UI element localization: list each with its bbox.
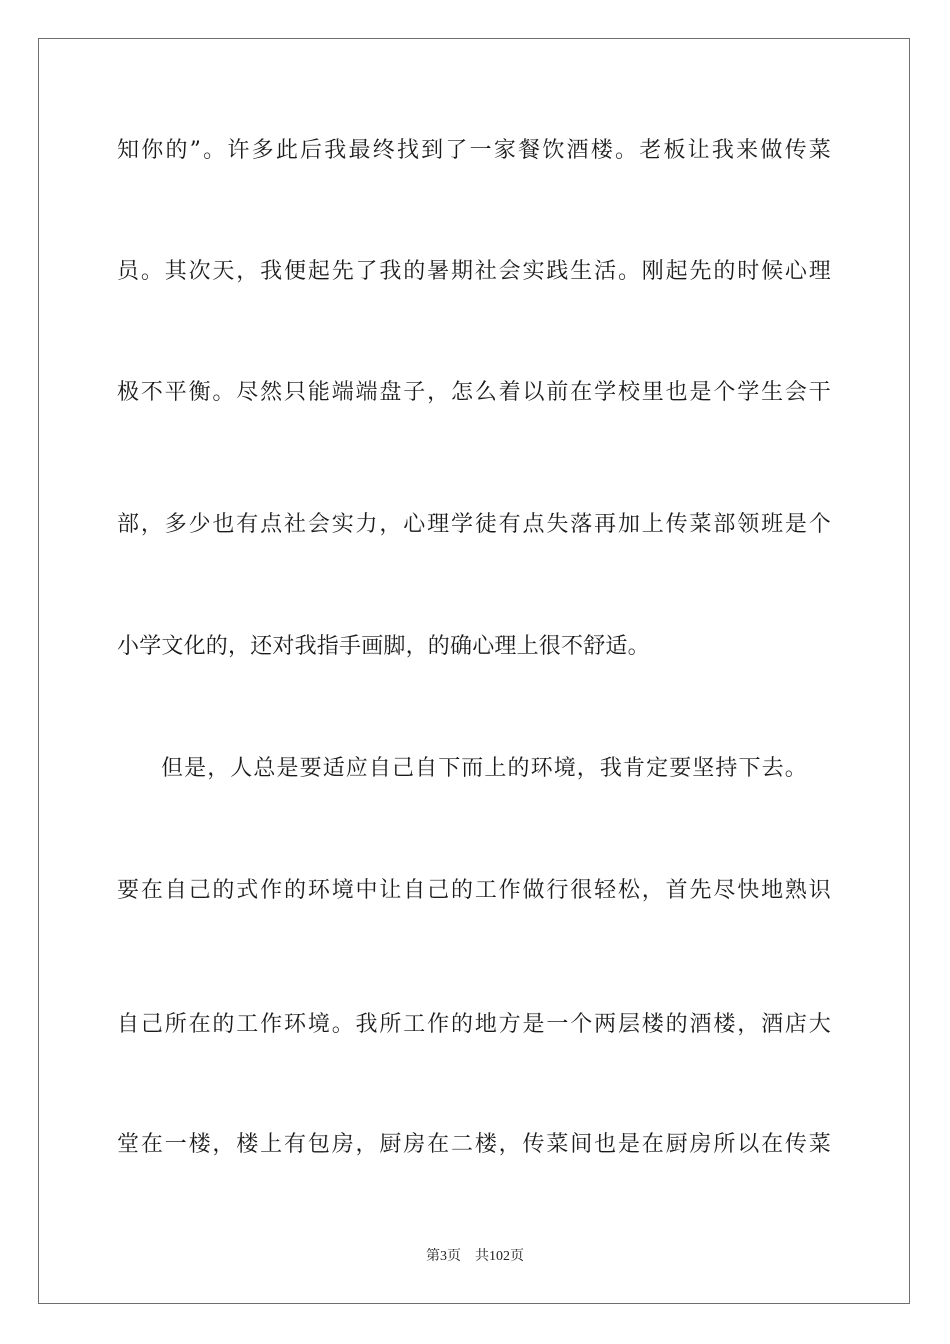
page-number: 第3页	[426, 1249, 461, 1264]
text-line: 但是，人总是要适应自己自下而上的环境，我肯定要坚持下去。	[161, 756, 808, 781]
text-line: 自己所在的工作环境。我所工作的地方是一个两层楼的酒楼，酒店大	[117, 1012, 831, 1037]
page-border	[38, 38, 910, 1304]
text-line: 员。其次天，我便起先了我的暑期社会实践生活。刚起先的时候心理	[117, 259, 831, 284]
text-line: 极不平衡。尽然只能端端盘子，怎么着以前在学校里也是个学生会干	[117, 380, 831, 405]
page-total: 共102页	[475, 1249, 524, 1264]
text-line: 知你的”。许多此后我最终找到了一家餐饮酒楼。老板让我来做传菜	[117, 138, 831, 163]
text-line: 部，多少也有点社会实力，心理学徒有点失落再加上传菜部领班是个	[117, 512, 831, 537]
text-line: 小学文化的，还对我指手画脚，的确心理上很不舒适。	[117, 634, 650, 659]
text-line: 堂在一楼，楼上有包房，厨房在二楼，传菜间也是在厨房所以在传菜	[117, 1132, 831, 1157]
text-line: 要在自己的式作的环境中让自己的工作做行很轻松，首先尽快地熟识	[117, 878, 831, 903]
page-footer	[0, 1248, 950, 1266]
